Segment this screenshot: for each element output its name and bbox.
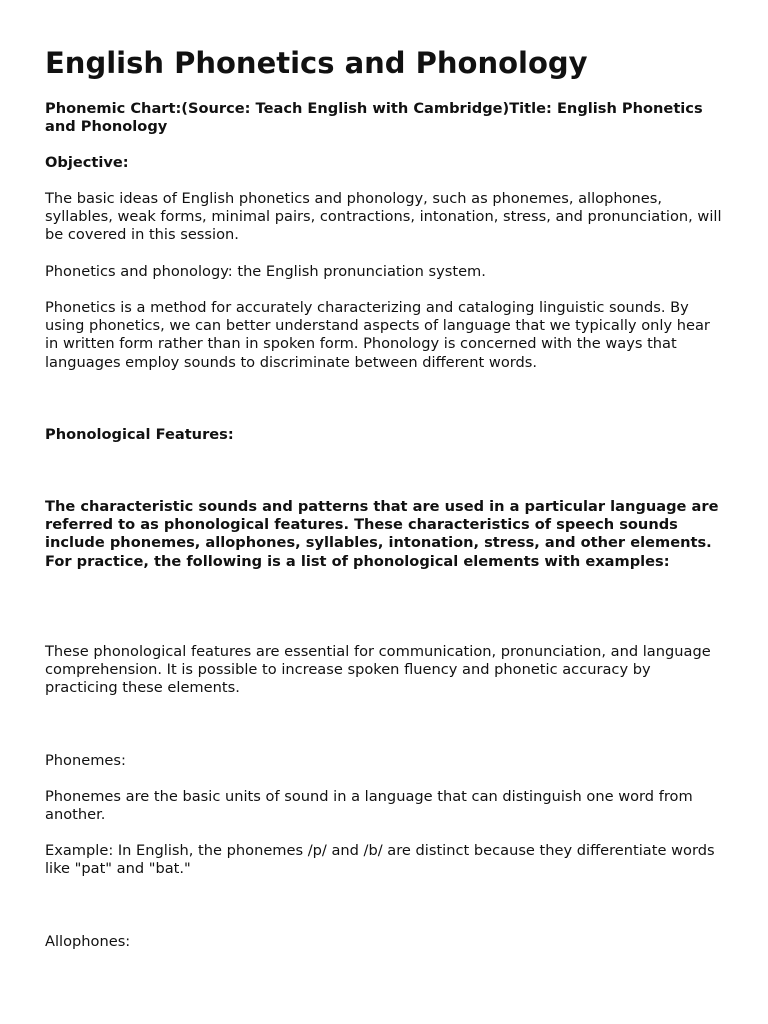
phonemes-heading: Phonemes:: [45, 752, 126, 769]
features-importance-paragraph: These phonological features are essential for communication, pronunciation, and language comprehension. It is possible to increase spoken fluency and phonetic accuracy by practicing these elements.: [45, 643, 711, 697]
source-line: Phonemic Chart:(Source: Teach English with Cambridge)Title: English Phonetics and Phonology: [45, 100, 703, 136]
objective-paragraph: The basic ideas of English phonetics and phonology, such as phonemes, allophones, syllables, weak forms, minimal pairs, contractions, intonation, stress, and pronunciation, will be covered in this session.: [45, 190, 722, 244]
phonemes-definition-paragraph: Phonemes are the basic units of sound in a language that can distinguish one word from another.: [45, 788, 693, 824]
phonetics-definition-paragraph: Phonetics is a method for accurately characterizing and cataloging linguistic sounds. By using phonetics, we can better understand aspects of language that we typically only hear in written form rather than in spoken form. Phonology is concerned with the ways that languages employ sounds to discriminate between different words.: [45, 299, 710, 371]
allophones-heading: Allophones:: [45, 933, 131, 950]
features-heading: Phonological Features:: [45, 426, 234, 443]
features-intro-paragraph: The characteristic sounds and patterns that are used in a particular language are referred to as phonological features. These characteristics of speech sounds include phonemes, allophones, syllables, intonation, stress, and other elements. For practice, the following is a list of phonological elements with examples:: [45, 498, 719, 570]
pronunciation-system-line: Phonetics and phonology: the English pronunciation system.: [45, 263, 486, 280]
page-title: English Phonetics and Phonology: [45, 46, 588, 80]
objective-heading: Objective:: [45, 154, 129, 171]
phonemes-example-paragraph: Example: In English, the phonemes /p/ and /b/ are distinct because they differentiate words like "pat" and "bat.": [45, 842, 715, 878]
